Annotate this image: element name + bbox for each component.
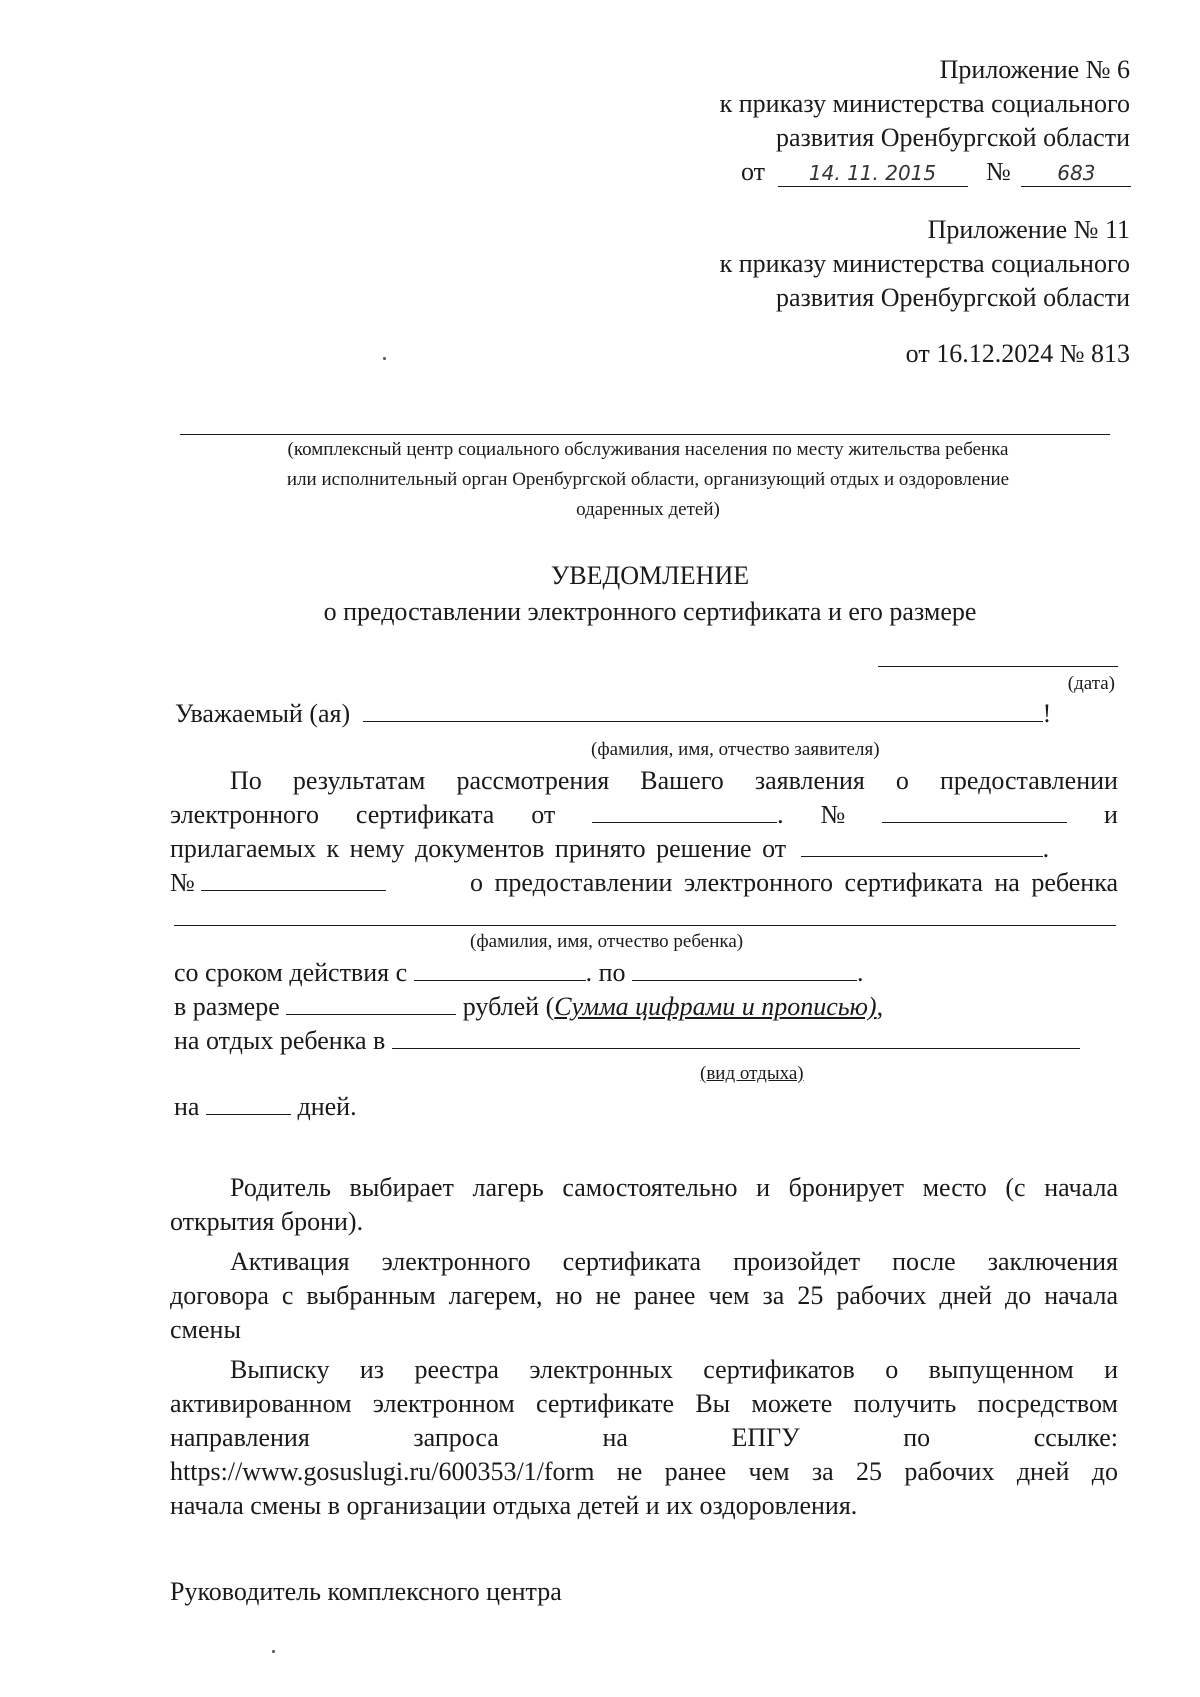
para1-line1: Родитель выбирает лагерь самостоятельно и бронирует место (с начала bbox=[230, 1173, 1118, 1202]
applicant-caption: (фамилия, имя, отчество заявителя) bbox=[591, 739, 880, 760]
body1-line4-text: о предоставлении электронного сертификата на ребенка bbox=[470, 868, 1118, 897]
validity-to-blank bbox=[632, 956, 857, 981]
signature-title: Руководитель комплексного центра bbox=[170, 1577, 562, 1606]
body1-line3 bbox=[170, 832, 1118, 865]
header2-line3: развития Оренбургской области bbox=[775, 283, 1130, 312]
org-caption-line2: или исполнительный орган Оренбургской области, организующий отдых и оздоровление bbox=[286, 469, 1010, 490]
word: о bbox=[895, 766, 909, 795]
amount-end: , bbox=[876, 992, 884, 1021]
greeting-line bbox=[175, 697, 1051, 730]
application-date-blank bbox=[592, 798, 777, 823]
word: и bbox=[1104, 800, 1118, 829]
scan-speck bbox=[383, 357, 386, 360]
header1-date-handwritten: 14. 11. 2015 bbox=[778, 160, 968, 187]
document-title: УВЕДОМЛЕНИЕ bbox=[550, 561, 750, 590]
para3-line3 bbox=[170, 1422, 1118, 1454]
word: . bbox=[1042, 834, 1050, 863]
amount-blank bbox=[286, 990, 456, 1015]
word: направления bbox=[170, 1423, 310, 1452]
amount-line bbox=[174, 990, 883, 1023]
para2-line1: Активация электронного сертификата произойдет после заключения bbox=[230, 1247, 1118, 1276]
org-caption-line3: одаренных детей) bbox=[576, 499, 720, 520]
validity-from-blank bbox=[414, 956, 586, 981]
rest-line bbox=[174, 1024, 1080, 1057]
para2-line3: смены bbox=[170, 1315, 241, 1344]
days-label: на bbox=[174, 1092, 200, 1121]
word: . bbox=[777, 800, 784, 829]
header1-num-label: № bbox=[986, 157, 1011, 186]
para3-line5: начала смены в организации отдыха детей и их оздоровления. bbox=[170, 1491, 858, 1520]
applicant-name-blank bbox=[363, 697, 1043, 722]
word: № bbox=[820, 800, 846, 829]
application-number-blank bbox=[882, 798, 1067, 823]
word: ЕПГУ bbox=[731, 1423, 800, 1452]
amount-hint: Сумма цифрами и прописью) bbox=[554, 992, 877, 1021]
header1-order-ref bbox=[741, 156, 1131, 188]
days-line bbox=[174, 1090, 357, 1123]
word: результатам bbox=[292, 766, 426, 795]
child-caption: (фамилия, имя, отчество ребенка) bbox=[470, 931, 744, 952]
validity-end: . bbox=[857, 958, 864, 987]
greeting-end: ! bbox=[1042, 699, 1052, 728]
body1-line3-text: прилагаемых к нему документов принято решение от bbox=[170, 834, 787, 863]
word: на bbox=[602, 1423, 628, 1452]
amount-currency: рублей ( bbox=[462, 992, 555, 1021]
header2-line4: от 16.12.2024 № 813 bbox=[905, 339, 1130, 368]
header1-from-label: от bbox=[741, 157, 766, 186]
org-caption-line1: (комплексный центр социального обслуживания населения по месту жительства ребенка bbox=[287, 439, 1009, 460]
validity-label: со сроком действия с bbox=[174, 958, 408, 987]
decision-date-blank bbox=[801, 832, 1043, 857]
header2-line2: к приказу министерства социального bbox=[719, 249, 1130, 278]
decision-number-blank bbox=[201, 866, 386, 891]
word: по bbox=[903, 1423, 931, 1452]
word: предоставлении bbox=[940, 766, 1118, 795]
child-name-blank bbox=[174, 925, 1116, 926]
body1-line4 bbox=[170, 866, 1118, 899]
word: от bbox=[531, 800, 556, 829]
para3-line2: активированном электронном сертификате Вы можете получить посредством bbox=[170, 1389, 1118, 1418]
validity-line bbox=[174, 956, 864, 989]
rest-caption: (вид отдыха) bbox=[700, 1063, 804, 1084]
rest-label: на отдых ребенка в bbox=[174, 1026, 386, 1055]
days-unit: дней. bbox=[297, 1092, 357, 1121]
rest-type-blank bbox=[392, 1024, 1080, 1049]
word: № bbox=[170, 868, 195, 897]
para3-line1: Выписку из реестра электронных сертификатов о выпущенном и bbox=[230, 1355, 1118, 1384]
para3-line4: https://www.gosuslugi.ru/600353/1/form не ранее чем за 25 рабочих дней до bbox=[170, 1457, 1118, 1486]
word: По bbox=[230, 766, 262, 795]
date-blank-line bbox=[878, 666, 1118, 667]
body1-line1 bbox=[230, 765, 1118, 797]
org-blank-line bbox=[180, 434, 1110, 435]
document-subtitle: о предоставлении электронного сертификата и его размере bbox=[323, 597, 977, 626]
word: рассмотрения bbox=[456, 766, 610, 795]
header1-num-handwritten: 683 bbox=[1021, 160, 1131, 187]
word: электронного bbox=[170, 800, 320, 829]
word: запроса bbox=[413, 1423, 499, 1452]
header2-line1: Приложение № 11 bbox=[927, 215, 1130, 244]
para2-line2: договора с выбранным лагерем, но не ранее чем за 25 рабочих дней до начала bbox=[170, 1281, 1118, 1310]
word: ссылке: bbox=[1033, 1423, 1118, 1452]
validity-to: . по bbox=[585, 958, 626, 987]
word: заявления bbox=[754, 766, 865, 795]
scan-speck bbox=[272, 1650, 275, 1653]
word: сертификата bbox=[355, 800, 495, 829]
date-caption: (дата) bbox=[1067, 673, 1115, 694]
greeting-label: Уважаемый (ая) bbox=[175, 699, 351, 728]
header1-line1: Приложение № 6 bbox=[939, 55, 1130, 84]
header1-line3: развития Оренбургской области bbox=[775, 123, 1130, 152]
body1-line2 bbox=[170, 798, 1118, 831]
amount-label: в размере bbox=[174, 992, 280, 1021]
days-blank bbox=[206, 1090, 291, 1115]
header1-line2: к приказу министерства социального bbox=[719, 89, 1130, 118]
word: Вашего bbox=[640, 766, 724, 795]
para1-line2: открытия брони). bbox=[170, 1207, 364, 1236]
